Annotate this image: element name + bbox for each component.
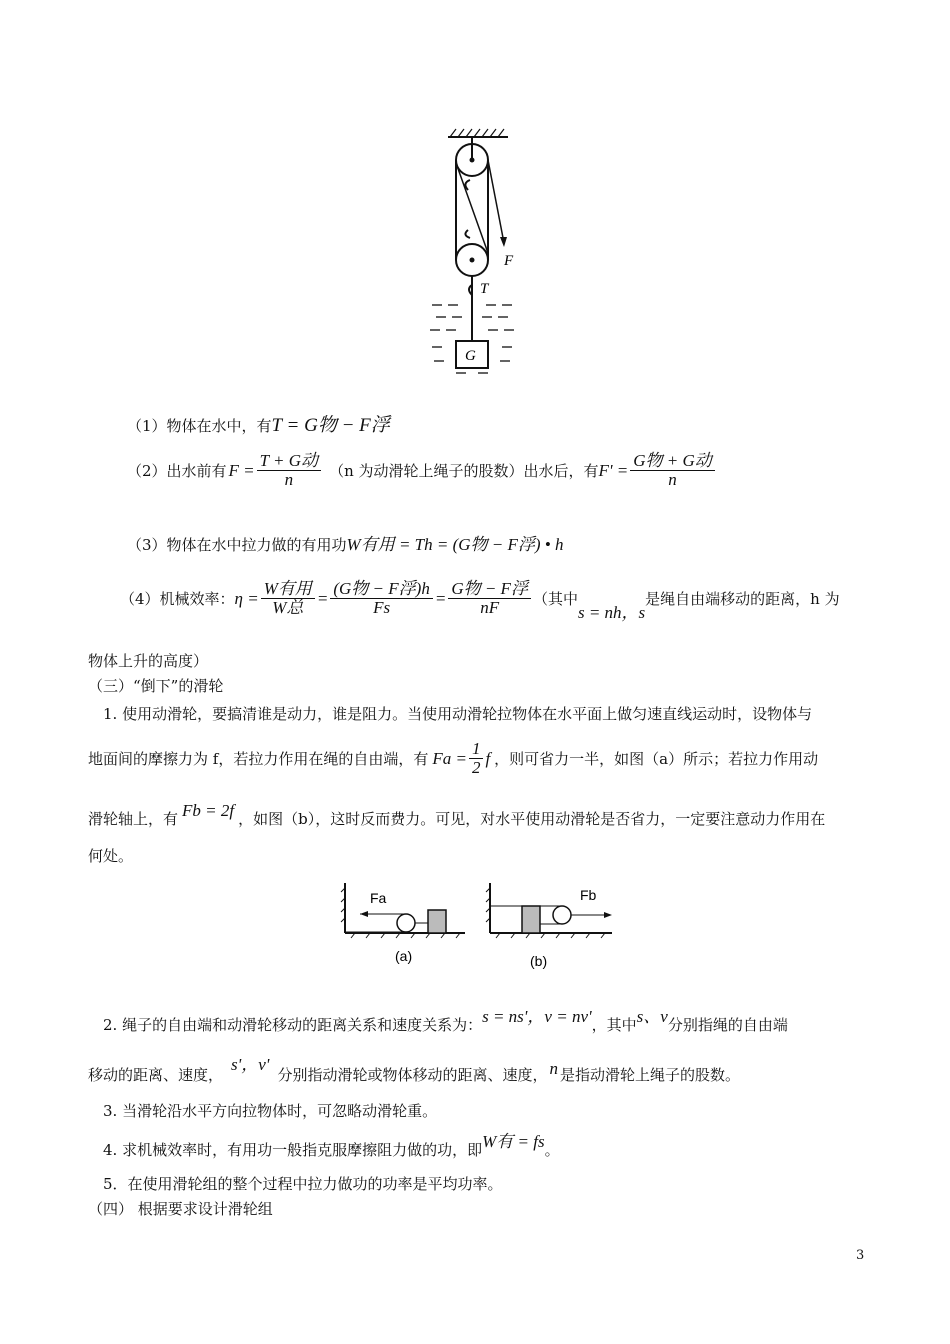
section-4-heading: （四） 根据要求设计滑轮组 [88,1200,273,1218]
item-1 [127,410,390,437]
horizontal-pulley-figure [340,878,620,973]
para-2-line-2: 移动的距离、速度，s'，v'分别指动滑轮或物体移动的距离、速度， n 是指动滑轮上绳子的股数。 [88,1055,740,1084]
label-Fa: Fa [370,890,387,906]
item-4-frac-2: $\frac{\text{(G物 − F浮)h}}{Fs}$ [330,580,432,617]
item-2-f2-lhs: F' = [598,460,629,480]
formula-fa-lhs: Fa = [432,748,467,768]
para-1-line-1: 1. 使用动滑轮，要搞清谁是动力，谁是阻力。当使用动滑轮拉物体在水平面上做匀速直线运动时，设物体与 [103,705,813,723]
para-1-line-3: 滑轮轴上，有 Fb = 2f ，如图（b），这时反而费力。可见，对水平使用动滑轮是否省力，一定要注意动力作用在 [88,801,826,828]
para-4: 4. 求机械效率时，有用功一般指克服摩擦阻力做的功，即W有 = fs。 [103,1132,560,1159]
item-4-text-a: （4）机械效率： [120,590,235,608]
item-4-frac-1: $\frac{\text{W有用}}{\text{W总}}$ [261,580,315,617]
item-2-text-b: （n 为动滑轮上绳子的股数）出水后，有 [329,462,599,480]
label-b: (b) [530,953,548,969]
item-4-frac-3: $\frac{\text{G物 − F浮}}{nF}$ [448,580,531,617]
label-F: F [504,253,514,269]
page-number: 3 [856,1248,865,1263]
item-3-formula: W有用 = Th = (G物 − F浮) • h [346,535,564,554]
section-3-heading: （三）“倒下”的滑轮 [88,677,224,695]
item-4-text-b: （其中 [532,590,578,608]
para-2-line-1: 2. 绳子的自由端和动滑轮移动的距离关系和速度关系为：s = ns'，v = nv'，其中s、v分别指绳的自由端 [103,1007,788,1034]
item-2-fraction-2: $\frac{\text{G物 + G动}}{n}$ [630,452,715,489]
item-2 [127,452,717,489]
para-5: 5．在使用滑轮组的整个过程中拉力做功的功率是平均功率。 [103,1175,503,1193]
para-1-line-2: 地面间的摩擦力为 f，若拉力作用在绳的自由端，有 Fa = $\frac{1}{2}$ f ，则可省力一半，如图（a）所示；若拉力作用动 [88,739,819,777]
item-4-eta: η = [234,588,259,608]
item-4: （4）机械效率： η = $\frac{\text{W有用}}{\text{W总}}$ = $\frac{\text{(G物 − F浮)h}}{Fs}$ = $\frac{\text{G物 − F浮}}{nF}$ （其中 s = nh，s 是绳自由端移动的距离，h 为 [120,579,840,622]
label-Fb: Fb [580,887,597,903]
label-a: (a) [395,948,413,964]
pulley-water-figure [420,125,530,380]
label-G: G [465,348,476,364]
formula-w-fs: W有 = fs [482,1132,545,1151]
para-1-line-4: 何处。 [88,847,134,865]
item-2-text-a: （2）出水前有 [127,462,227,480]
item-2-f-lhs: F = [228,460,255,480]
formula-s-v: s = ns'，v = nv' [482,1007,592,1026]
para-3: 3. 当滑轮沿水平方向拉物体时，可忽略动滑轮重。 [103,1102,438,1120]
item-4-formula-s: s = nh，s [577,603,646,622]
item-1-text: （1）物体在水中，有 [127,417,272,435]
item-2-fraction: $\frac{\text{T + G动}}{n}$ [257,452,321,489]
item-4-text-c: 是绳自由端移动的距离，h 为 [645,590,840,608]
item-4-text-d: 物体上升的高度） [88,652,209,670]
label-T: T [480,281,489,297]
item-1-formula: T = G物 − F浮 [271,415,390,436]
item-3 [127,530,564,555]
formula-fb: Fb = 2f [182,801,235,820]
item-3-text: （3）物体在水中拉力做的有用功 [127,536,347,554]
formula-fa-frac: $\frac{1}{2}$ [469,740,484,777]
